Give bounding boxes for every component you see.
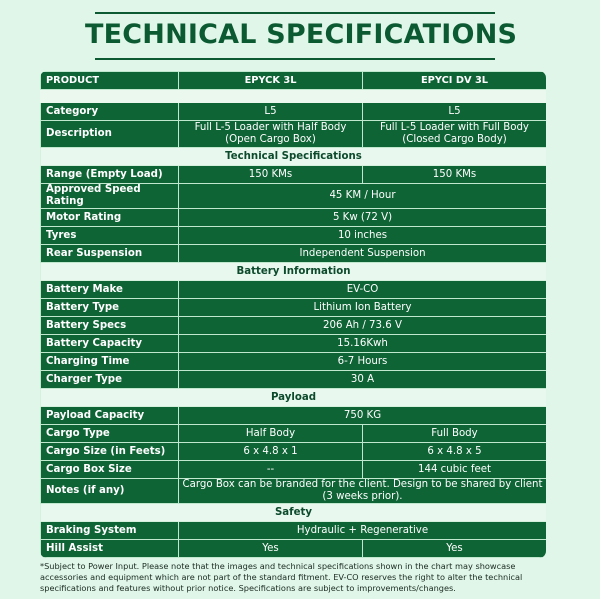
spec-label: Battery Make [41, 281, 179, 299]
header-model-1: EPYCK 3L [179, 72, 363, 90]
title-rule-bottom [95, 58, 495, 60]
spec-value-shared: Lithium Ion Battery [179, 299, 547, 317]
spec-value-model-2: 144 cubic feet [363, 461, 547, 479]
spec-value-shared: 5 Kw (72 V) [179, 209, 547, 227]
spec-label: Category [41, 103, 179, 121]
spec-label: Battery Type [41, 299, 179, 317]
spec-value-model-2: Full L-5 Loader with Full Body (Closed Cargo Body) [363, 121, 547, 148]
spec-label: Charger Type [41, 371, 179, 389]
spec-row [41, 479, 547, 504]
spec-row [41, 425, 547, 443]
section-header-row [41, 148, 547, 166]
spec-row [41, 299, 547, 317]
spec-row [41, 317, 547, 335]
spec-value-model-1: -- [179, 461, 363, 479]
page-title: TECHNICAL SPECIFICATIONS [85, 19, 518, 50]
spec-row [41, 121, 547, 148]
spec-value-model-1: Half Body [179, 425, 363, 443]
spec-row [41, 353, 547, 371]
spec-row [41, 522, 547, 540]
spec-label: Charging Time [41, 353, 179, 371]
spec-table-wrapper [40, 71, 546, 558]
spec-row [41, 245, 547, 263]
spec-label: Description [41, 121, 179, 148]
header-model-2: EPYCI DV 3L [363, 72, 547, 90]
section-title: Technical Specifications [41, 148, 547, 166]
spec-value-model-1: Yes [179, 540, 363, 558]
spec-value-shared: EV-CO [179, 281, 547, 299]
spec-row [41, 227, 547, 245]
spec-value-model-2: Full Body [363, 425, 547, 443]
spacer-row [41, 90, 547, 103]
section-header-row [41, 389, 547, 407]
spec-value-shared: Cargo Box can be branded for the client. Design to be shared by client (3 weeks prior). [179, 479, 547, 504]
section-title: Battery Information [41, 263, 547, 281]
spec-label: Approved Speed Rating [41, 184, 179, 209]
spec-label: Battery Specs [41, 317, 179, 335]
spec-value-shared: 30 A [179, 371, 547, 389]
section-title: Safety [41, 504, 547, 522]
spec-label: Notes (if any) [41, 479, 179, 504]
spec-value-shared: Hydraulic + Regenerative [179, 522, 547, 540]
spec-row [41, 371, 547, 389]
spec-value-shared: 750 KG [179, 407, 547, 425]
spec-value-model-1: L5 [179, 103, 363, 121]
spec-label: Range (Empty Load) [41, 166, 179, 184]
spec-row [41, 335, 547, 353]
spec-row [41, 443, 547, 461]
title-rule-top [95, 12, 495, 14]
spec-label: Payload Capacity [41, 407, 179, 425]
spec-label: Cargo Size (in Feets) [41, 443, 179, 461]
spec-label: Motor Rating [41, 209, 179, 227]
spec-label: Rear Suspension [41, 245, 179, 263]
spec-value-shared: Independent Suspension [179, 245, 547, 263]
spec-value-model-1: 6 x 4.8 x 1 [179, 443, 363, 461]
spec-label: Cargo Type [41, 425, 179, 443]
spec-row [41, 461, 547, 479]
spec-row [41, 166, 547, 184]
spec-value-shared: 6-7 Hours [179, 353, 547, 371]
spec-value-shared: 15.16Kwh [179, 335, 547, 353]
header-product: PRODUCT [41, 72, 179, 90]
spec-label: Tyres [41, 227, 179, 245]
spec-value-shared: 45 KM / Hour [179, 184, 547, 209]
section-title: Payload [41, 389, 547, 407]
spec-row [41, 281, 547, 299]
footnote: *Subject to Power Input. Please note that the images and technical specifications shown in the chart may showcase accessories and equipment which are not part of the standard fitment. EV-CO reserves the right to alter the technical specifications and features without prior notice. Specifications are subject to improvements/changes. [40, 561, 523, 593]
section-header-row [41, 504, 547, 522]
spec-row [41, 184, 547, 209]
table-header-row [41, 72, 547, 90]
spec-value-model-1: 150 KMs [179, 166, 363, 184]
spec-value-model-2: Yes [363, 540, 547, 558]
spec-row [41, 540, 547, 558]
spec-label: Battery Capacity [41, 335, 179, 353]
spec-label: Braking System [41, 522, 179, 540]
spec-value-shared: 206 Ah / 73.6 V [179, 317, 547, 335]
spec-value-model-1: Full L-5 Loader with Half Body (Open Cargo Box) [179, 121, 363, 148]
spec-value-model-2: L5 [363, 103, 547, 121]
section-header-row [41, 263, 547, 281]
spec-label: Hill Assist [41, 540, 179, 558]
title-block [85, 12, 518, 60]
spec-value-model-2: 6 x 4.8 x 5 [363, 443, 547, 461]
spec-table [40, 71, 546, 558]
spec-label: Cargo Box Size [41, 461, 179, 479]
spec-row [41, 209, 547, 227]
spec-row [41, 407, 547, 425]
spec-row [41, 103, 547, 121]
spec-value-shared: 10 inches [179, 227, 547, 245]
spacer-cell [41, 90, 547, 103]
spec-value-model-2: 150 KMs [363, 166, 547, 184]
